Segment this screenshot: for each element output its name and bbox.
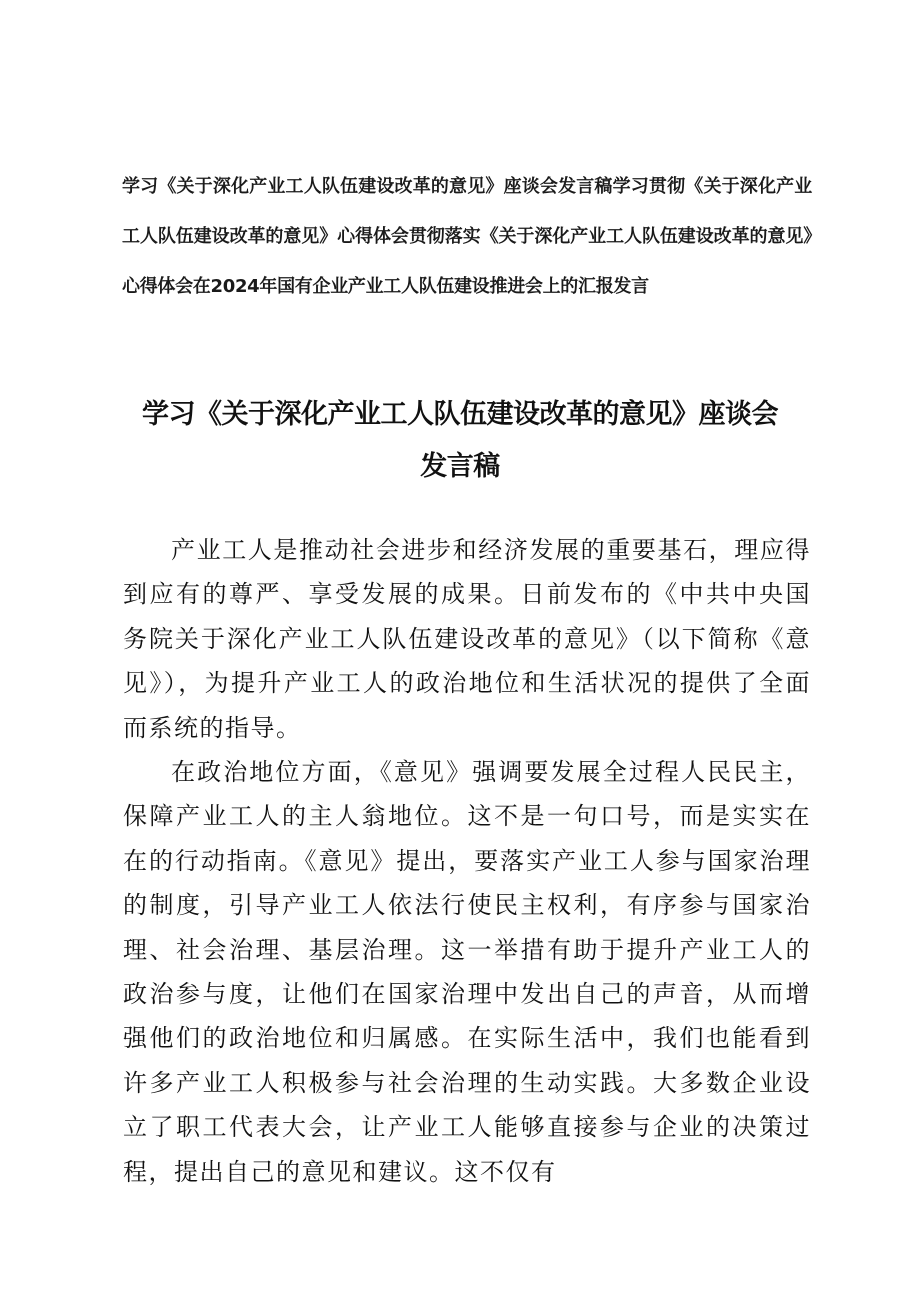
collection-heading: 学习《关于深化产业工人队伍建设改革的意见》座谈会发言稿学习贯彻《关于深化产业工人队伍建设改革的意见》心得体会贯彻落实《关于深化产业工人队伍建设改革的意见》心得体会在2024年国有企业产业工人队伍建设推进会上的汇报发言 — [122, 176, 812, 297]
article-title-line-2: 发言稿 — [420, 451, 500, 482]
article-title — [100, 389, 820, 493]
article-body — [123, 528, 811, 1194]
article-title-line-1: 学习《关于深化产业工人队伍建设改革的意见》座谈会 — [142, 399, 778, 430]
body-paragraph-1: 产业工人是推动社会进步和经济发展的重要基石，理应得到应有的尊严、享受发展的成果。日前发布的《中共中央国务院关于深化产业工人队伍建设改革的意见》（以下简称《意见》），为提升产业工人的政治地位和生活状况的提供了全面而系统的指导。 — [123, 536, 811, 742]
body-paragraph-2: 在政治地位方面，《意见》强调要发展全过程人民民主，保障产业工人的主人翁地位。这不是一句口号，而是实实在在的行动指南。《意见》提出，要落实产业工人参与国家治理的制度，引导产业工人依法行使民主权利，有序参与国家治理、社会治理、基层治理。这一举措有助于提升产业工人的政治参与度，让他们在国家治理中发出自己的声音，从而增强他们的政治地位和归属感。在实际生活中，我们也能看到许多产业工人积极参与社会治理的生动实践。大多数企业设立了职工代表大会，让产业工人能够直接参与企业的决策过程，提出自己的意见和建议。这不仅有 — [123, 758, 811, 1186]
